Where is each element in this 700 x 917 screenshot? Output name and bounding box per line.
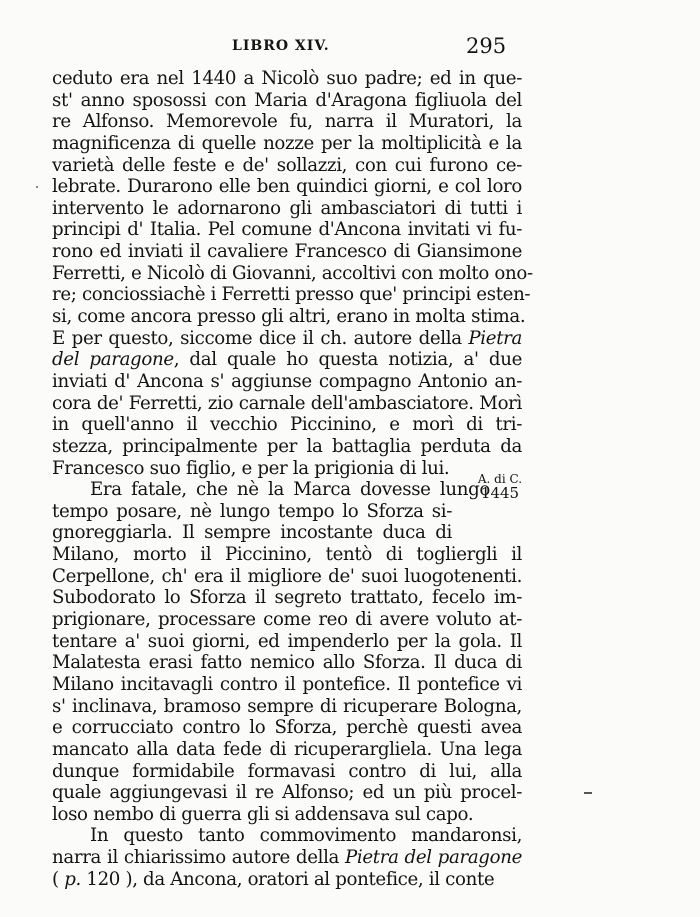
margin-note	[470, 472, 530, 500]
italic-title: del paragone	[52, 349, 174, 371]
text-line	[52, 349, 522, 371]
text-line: In questo tanto commovimento mandaronsi,	[90, 825, 522, 847]
text-line: magnificenza di quelle nozze per la moltiplicità e la	[52, 132, 522, 154]
text-span: narra il chiarissimo autore della	[52, 847, 346, 869]
text-span: , dal quale ho questa notizia, a' due	[173, 349, 522, 371]
italic-title: Pietra	[468, 327, 522, 349]
text-line: intervento le adornarono gli ambasciatori di tutti i	[52, 197, 522, 219]
text-line: lebrate. Durarono elle ben quindici giorni, e col loro	[52, 176, 522, 198]
text-line: st' anno sposossi con Maria d'Aragona figliuola del	[52, 89, 522, 111]
text-line: tentare a' suoi giorni, ed impenderlo per la gola. Il	[52, 630, 522, 652]
text-line: loso nembo di guerra gli si addensava sul capo.	[52, 803, 474, 825]
text-line: ceduto era nel 1440 a Nicolò suo padre; ed in que-	[52, 68, 522, 89]
text-line: quale aggiungevasi il re Alfonso; ed un più procel-	[52, 782, 522, 804]
text-line: principi d' Italia. Pel comune d'Ancona invitati vi fu-	[52, 219, 522, 241]
margin-note-label: A. di C.	[477, 472, 523, 486]
text-line	[52, 328, 522, 350]
text-line: e corrucciato contro lo Sforza, perchè questi avea	[52, 717, 522, 739]
text-line: Malatesta erasi fatto nemico allo Sforza. Il duca di	[52, 652, 522, 674]
text-line: Subodorato lo Sforza il segreto trattato, fecelo im-	[52, 587, 522, 609]
text-line	[52, 847, 522, 869]
text-line: varietà delle feste e de' sollazzi, con cui furono ce-	[52, 154, 522, 176]
ink-mark	[584, 792, 592, 794]
text-line: rono ed inviati il cavaliere Francesco di Giansimone	[52, 241, 522, 263]
text-line: Francesco suo figlio, e per la prigionia di lui.	[52, 457, 450, 479]
text-line: tempo posare, nè lungo tempo lo Sforza si-	[52, 500, 452, 522]
text-span: E per questo, siccome dice il ch. autore della	[52, 327, 469, 349]
text-line: Era fatale, che nè la Marca dovesse lungo	[90, 479, 490, 501]
text-line: re Alfonso. Memorevole fu, narra il Muratori, la	[52, 111, 522, 133]
text-line: cora de' Ferretti, zio carnale dell'ambasciatore. Morì	[52, 392, 522, 414]
text-line: mancato alla data fede di ricuperargliela. Una lega	[52, 738, 522, 760]
text-line: Milano incitavagli contro il pontefice. Il pontefice vi	[52, 673, 522, 695]
text-line: Cerpellone, ch' era il migliore de' suoi luogotenenti.	[52, 565, 522, 587]
text-line: dunque formidabile formavasi contro di lui, alla	[52, 760, 522, 782]
text-line: s' inclinava, bramoso sempre di ricuperare Bologna,	[52, 695, 522, 717]
italic-title: Pietra del paragone	[345, 847, 522, 869]
ink-speck	[36, 186, 38, 188]
page-number: 295	[466, 34, 507, 58]
text-line: prigionare, processare come reo di avere voluto at-	[52, 609, 522, 631]
text-span: 120 ), da Ancona, oratori al pontefice, il conte	[80, 868, 495, 890]
margin-note-year: 1445	[480, 484, 520, 502]
text-line: inviati d' Ancona s' aggiunse compagno Antonio an-	[52, 370, 522, 392]
text-line: in quell'anno il vecchio Piccinino, e morì di tri-	[52, 414, 522, 436]
text-line	[52, 869, 522, 891]
text-line: Milano, morto il Piccinino, tentò di togliergli il	[52, 544, 522, 566]
text-line: re; conciossiachè i Ferretti presso que' principi esten-	[52, 284, 531, 306]
text-span: (	[52, 868, 65, 890]
text-line: gnoreggiarla. Il sempre incostante duca di	[52, 522, 452, 544]
text-line: Ferretti, e Nicolò di Giovanni, accoltivi con molto ono-	[52, 262, 533, 284]
italic-title: p.	[64, 868, 81, 890]
text-line: si, come ancora presso gli altri, erano in molta stima.	[52, 306, 526, 328]
body-text	[52, 68, 533, 890]
running-head: LIBRO XIV.	[232, 38, 330, 54]
text-line: stezza, principalmente per la battaglia perduta da	[52, 435, 522, 457]
